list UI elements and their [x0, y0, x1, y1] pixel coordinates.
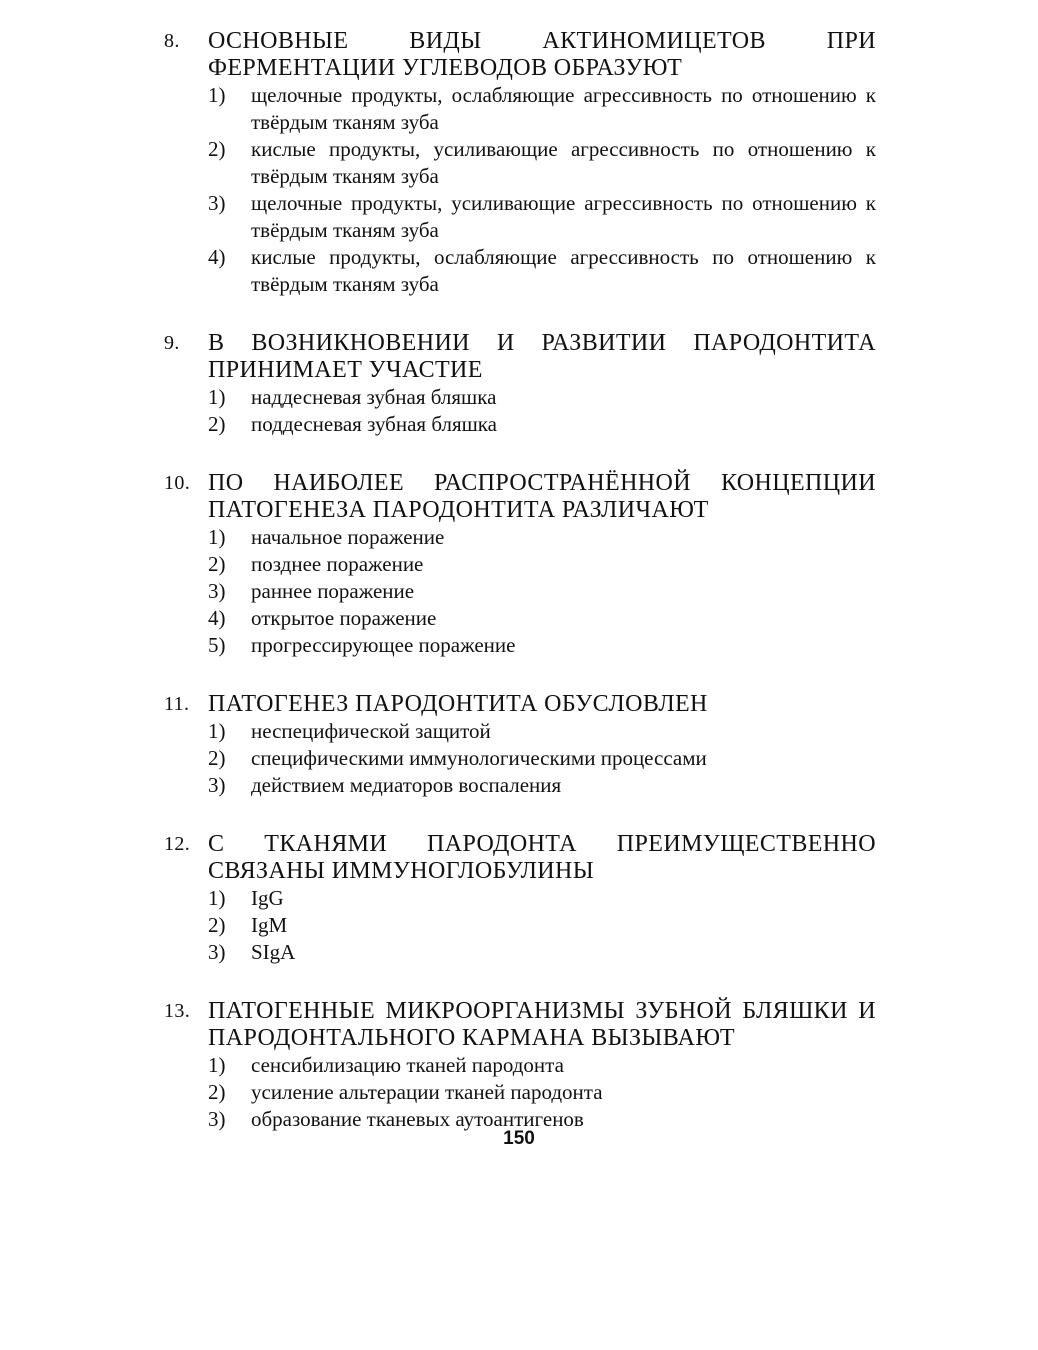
question-text: С ТКАНЯМИ ПАРОДОНТА ПРЕИМУЩЕСТВЕННО СВЯЗАНЫ ИММУНОГЛОБУЛИНЫ — [208, 831, 876, 884]
answer-option — [208, 384, 876, 411]
question-number: 12. — [164, 833, 191, 855]
option-number: 1) — [208, 385, 226, 409]
option-text: кислые продукты, усиливающие агрессивность по отношению к твёрдым тканям зуба — [251, 137, 876, 188]
option-number: 3) — [208, 579, 226, 603]
question-text: ПАТОГЕННЫЕ МИКРООРГАНИЗМЫ ЗУБНОЙ БЛЯШКИ И ПАРОДОНТАЛЬНОГО КАРМАНА ВЫЗЫВАЮТ — [208, 998, 876, 1051]
question-11 — [164, 691, 876, 799]
option-number: 2) — [208, 913, 226, 937]
page-content — [164, 28, 876, 1165]
answer-options — [164, 384, 876, 438]
answer-options — [164, 885, 876, 966]
option-number: 2) — [208, 746, 226, 770]
answer-option — [208, 718, 876, 745]
answer-option — [208, 82, 876, 136]
option-number: 5) — [208, 633, 226, 657]
answer-option — [208, 551, 876, 578]
question-heading — [164, 470, 876, 524]
answer-options — [164, 1052, 876, 1133]
question-number: 11. — [164, 693, 190, 715]
option-text: щелочные продукты, ослабляющие агрессивность по отношению к твёрдым тканям зуба — [251, 83, 876, 134]
option-text: поддесневая зубная бляшка — [251, 412, 498, 436]
question-heading — [164, 998, 876, 1052]
answer-option — [208, 745, 876, 772]
answer-option — [208, 524, 876, 551]
option-text: прогрессирующее поражение — [251, 633, 516, 657]
option-number: 1) — [208, 83, 226, 107]
answer-option — [208, 1052, 876, 1079]
option-number: 1) — [208, 719, 226, 743]
answer-options — [164, 718, 876, 799]
option-text: усиление альтерации тканей пародонта — [251, 1080, 603, 1104]
question-number: 13. — [164, 1000, 191, 1022]
answer-option — [208, 939, 876, 966]
option-text: щелочные продукты, усиливающие агрессивность по отношению к твёрдым тканям зуба — [251, 191, 876, 242]
option-number: 1) — [208, 886, 226, 910]
option-number: 1) — [208, 525, 226, 549]
question-10 — [164, 470, 876, 659]
question-heading — [164, 831, 876, 885]
question-heading — [164, 691, 876, 718]
option-text: действием медиаторов воспаления — [251, 773, 562, 797]
page-number: 150 — [503, 1128, 535, 1149]
question-text: ПАТОГЕНЕЗ ПАРОДОНТИТА ОБУСЛОВЛЕН — [208, 691, 708, 717]
option-number: 2) — [208, 412, 226, 436]
option-text: IgM — [251, 913, 288, 937]
answer-option — [208, 772, 876, 799]
answer-option — [208, 1079, 876, 1106]
option-text: раннее поражение — [251, 579, 415, 603]
question-number: 9. — [164, 332, 180, 354]
option-text: наддесневая зубная бляшка — [251, 385, 497, 409]
answer-option — [208, 912, 876, 939]
option-number: 3) — [208, 940, 226, 964]
option-number: 3) — [208, 1107, 226, 1131]
option-text: SIgA — [251, 940, 296, 964]
option-number: 4) — [208, 606, 226, 630]
answer-option — [208, 136, 876, 190]
option-number: 3) — [208, 773, 226, 797]
answer-option — [208, 244, 876, 298]
question-text: В ВОЗНИКНОВЕНИИ И РАЗВИТИИ ПАРОДОНТИТА ПРИНИМАЕТ УЧАСТИЕ — [208, 330, 876, 383]
option-number: 2) — [208, 1080, 226, 1104]
question-text: ПО НАИБОЛЕЕ РАСПРОСТРАНЁННОЙ КОНЦЕПЦИИ ПАТОГЕНЕЗА ПАРОДОНТИТА РАЗЛИЧАЮТ — [208, 470, 876, 523]
question-number: 8. — [164, 30, 180, 52]
option-number: 4) — [208, 245, 226, 269]
answer-option — [208, 411, 876, 438]
option-number: 1) — [208, 1053, 226, 1077]
question-heading — [164, 28, 876, 82]
option-text: неспецифической защитой — [251, 719, 491, 743]
option-number: 2) — [208, 137, 226, 161]
answer-option — [208, 605, 876, 632]
option-text: образование тканевых аутоантигенов — [251, 1107, 584, 1131]
question-12 — [164, 831, 876, 966]
question-heading — [164, 330, 876, 384]
option-text: начальное поражение — [251, 525, 445, 549]
question-text: ОСНОВНЫЕ ВИДЫ АКТИНОМИЦЕТОВ ПРИ ФЕРМЕНТАЦИИ УГЛЕВОДОВ ОБРАЗУЮТ — [208, 28, 876, 81]
option-text: сенсибилизацию тканей пародонта — [251, 1053, 564, 1077]
question-9 — [164, 330, 876, 438]
option-text: специфическими иммунологическими процессами — [251, 746, 707, 770]
question-number: 10. — [164, 472, 191, 494]
option-text: IgG — [251, 886, 284, 910]
question-13 — [164, 998, 876, 1133]
answer-option — [208, 885, 876, 912]
option-text: открытое поражение — [251, 606, 437, 630]
answer-option — [208, 190, 876, 244]
answer-option — [208, 632, 876, 659]
option-number: 2) — [208, 552, 226, 576]
option-text: кислые продукты, ослабляющие агрессивность по отношению к твёрдым тканям зуба — [251, 245, 876, 296]
answer-options — [164, 82, 876, 298]
option-text: позднее поражение — [251, 552, 424, 576]
option-number: 3) — [208, 191, 226, 215]
answer-options — [164, 524, 876, 659]
answer-option — [208, 578, 876, 605]
question-8 — [164, 28, 876, 298]
